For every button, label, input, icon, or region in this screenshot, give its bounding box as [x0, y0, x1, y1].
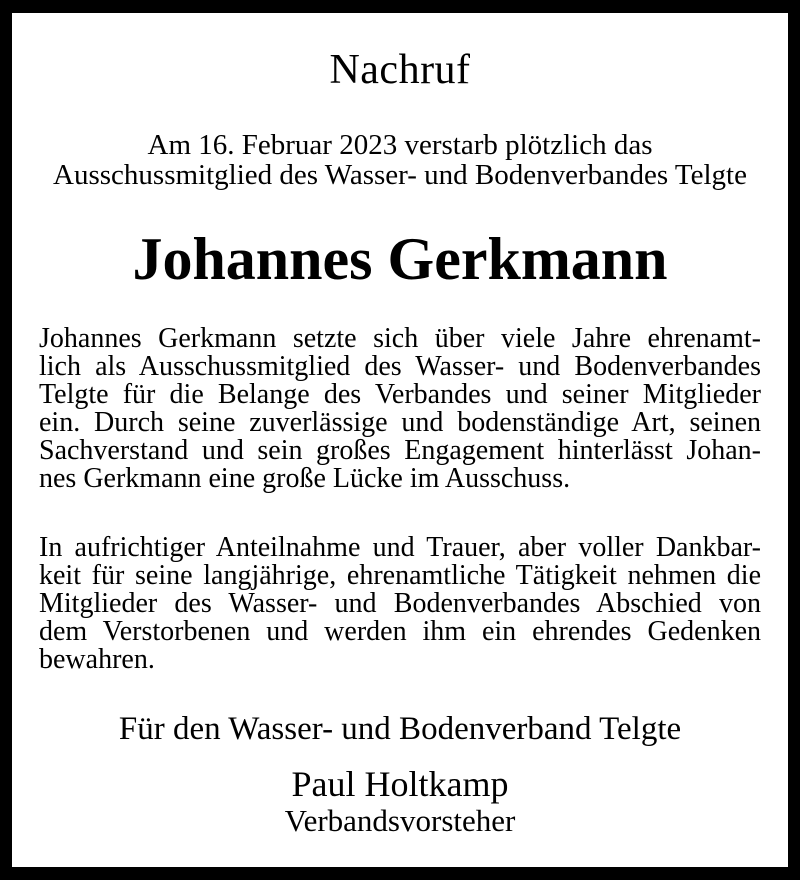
- intro-line-1: Am 16. Februar 2023 verstarb plötzlich das: [147, 129, 653, 161]
- paragraph-line: In aufrichtiger Anteilnahme und Trauer, aber voller Dankbar-: [39, 532, 761, 563]
- paragraph-line: lich als Ausschussmitglied des Wasser- und Bodenverbandes: [39, 351, 761, 382]
- signatory-title: Verbandsvorsteher: [284, 803, 516, 838]
- closing-line: Für den Wasser- und Bodenverband Telgte: [118, 711, 682, 747]
- paragraph-line: bewahren.: [39, 644, 155, 675]
- paragraph-line: nes Gerkmann eine große Lücke im Ausschuss.: [39, 463, 571, 494]
- paragraph-line: dem Verstorbenen und werden ihm ein ehrendes Gedenken: [39, 616, 761, 647]
- paragraph-line: Sachverstand und sein großes Engagement hinterlässt Johan-: [39, 435, 761, 466]
- deceased-name: Johannes Gerkmann: [132, 226, 668, 292]
- obituary-paragraph-1: [39, 325, 761, 493]
- signatory-name: Paul Holtkamp: [291, 764, 509, 804]
- notice-type-heading: Nachruf: [329, 47, 471, 93]
- paragraph-line: ein. Durch seine zuverlässige und bodenständige Art, seinen: [39, 407, 761, 438]
- paragraph-line: Mitglieder des Wasser- und Bodenverbandes Abschied von: [39, 588, 761, 619]
- paragraph-line: Telgte für die Belange des Verbandes und seiner Mitglieder: [39, 379, 761, 410]
- intro-line-2: Ausschussmitglied des Wasser- und Bodenverbandes Telgte: [53, 159, 747, 191]
- paragraph-line: keit für seine langjährige, ehrenamtliche Tätigkeit nehmen die: [39, 560, 761, 591]
- signature-block: [12, 764, 788, 838]
- intro-text: [12, 130, 788, 190]
- paragraph-line: Johannes Gerkmann setzte sich über viele Jahre ehrenamt-: [39, 323, 761, 354]
- obituary-paragraph-2: [39, 534, 761, 674]
